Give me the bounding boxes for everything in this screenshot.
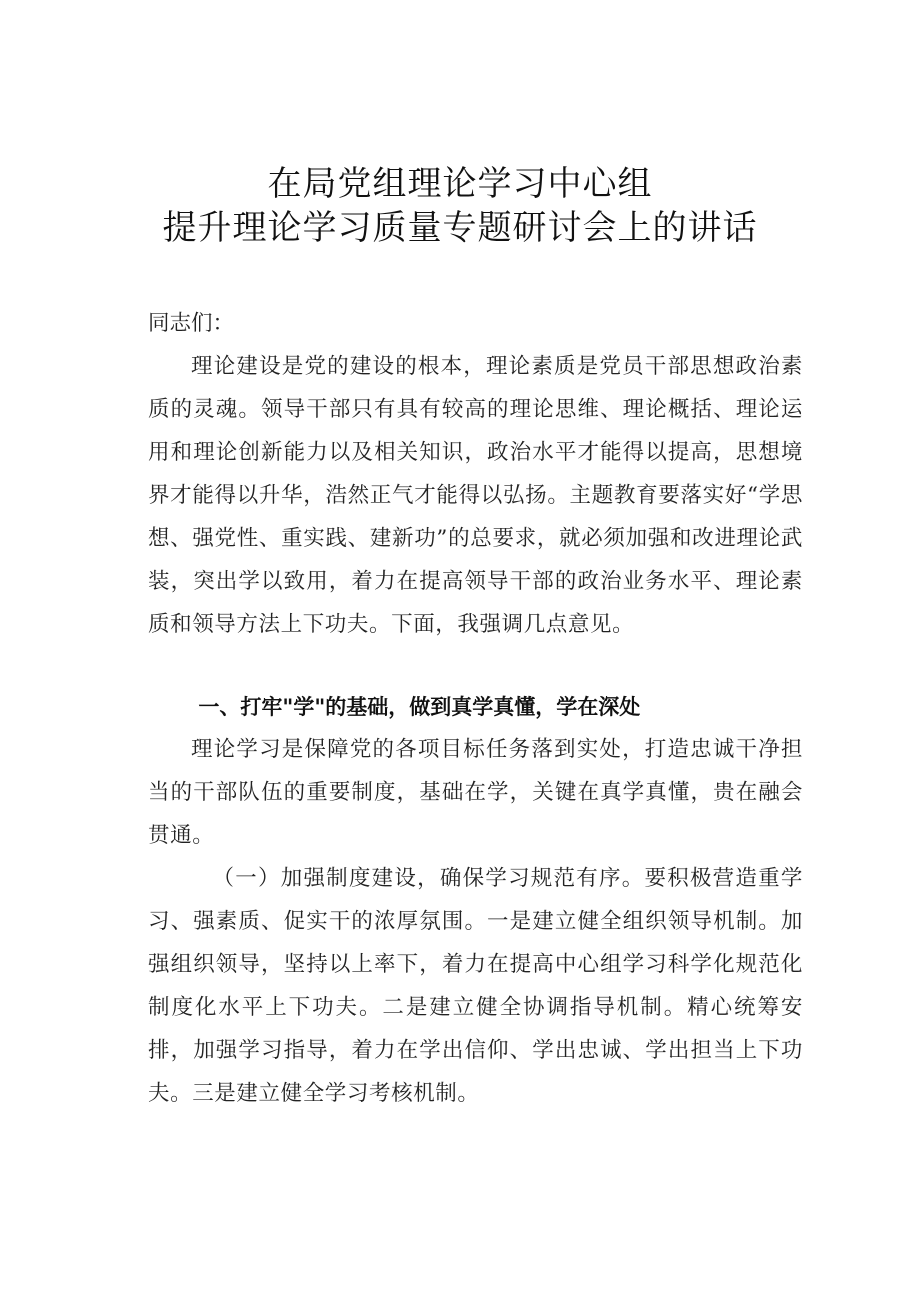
- salutation: 同志们：: [148, 311, 235, 336]
- document-title-line-2: 提升理论学习质量专题研讨会上的讲话: [162, 208, 758, 248]
- paragraph-intro: 理论建设是党的建设的根本，理论素质是党员干部思想政治素质的灵魂。领导干部只有具有较高的理论思维、理论概括、理论运用和理论创新能力以及相关知识，政治水平才能得以提高，思想境界才能得以升华，浩然正气才能得以弘扬。主题教育要落实好“学思想、强党性、重实践、建新功”的总要求，就必须加强和改进理论武装，突出学以致用，着力在提高领导干部的政治业务水平、理论素质和领导方法上下功夫。下面，我强调几点意见。: [148, 354, 803, 637]
- document-title-line-1: 在局党组理论学习中心组: [267, 164, 653, 204]
- paragraph-subsection-1: （一）加强制度建设，确保学习规范有序。要积极营造重学习、强素质、促实干的浓厚氛围。一是建立健全组织领导机制。加强组织领导，坚持以上率下，着力在提高中心组学习科学化规范化制度化水平上下功夫。二是建立健全协调指导机制。精心统筹安排，加强学习指导，着力在学出信仰、学出忠诚、学出担当上下功夫。三是建立健全学习考核机制。: [148, 866, 803, 1106]
- section-heading-1: 一、打牢"学"的基础，做到真学真懂，学在深处: [198, 695, 641, 719]
- paragraph-section-1-intro: 理论学习是保障党的各项目标任务落到实处，打造忠诚干净担当的干部队伍的重要制度，基础在学，关键在真学真懂，贵在融会贯通。: [148, 737, 803, 848]
